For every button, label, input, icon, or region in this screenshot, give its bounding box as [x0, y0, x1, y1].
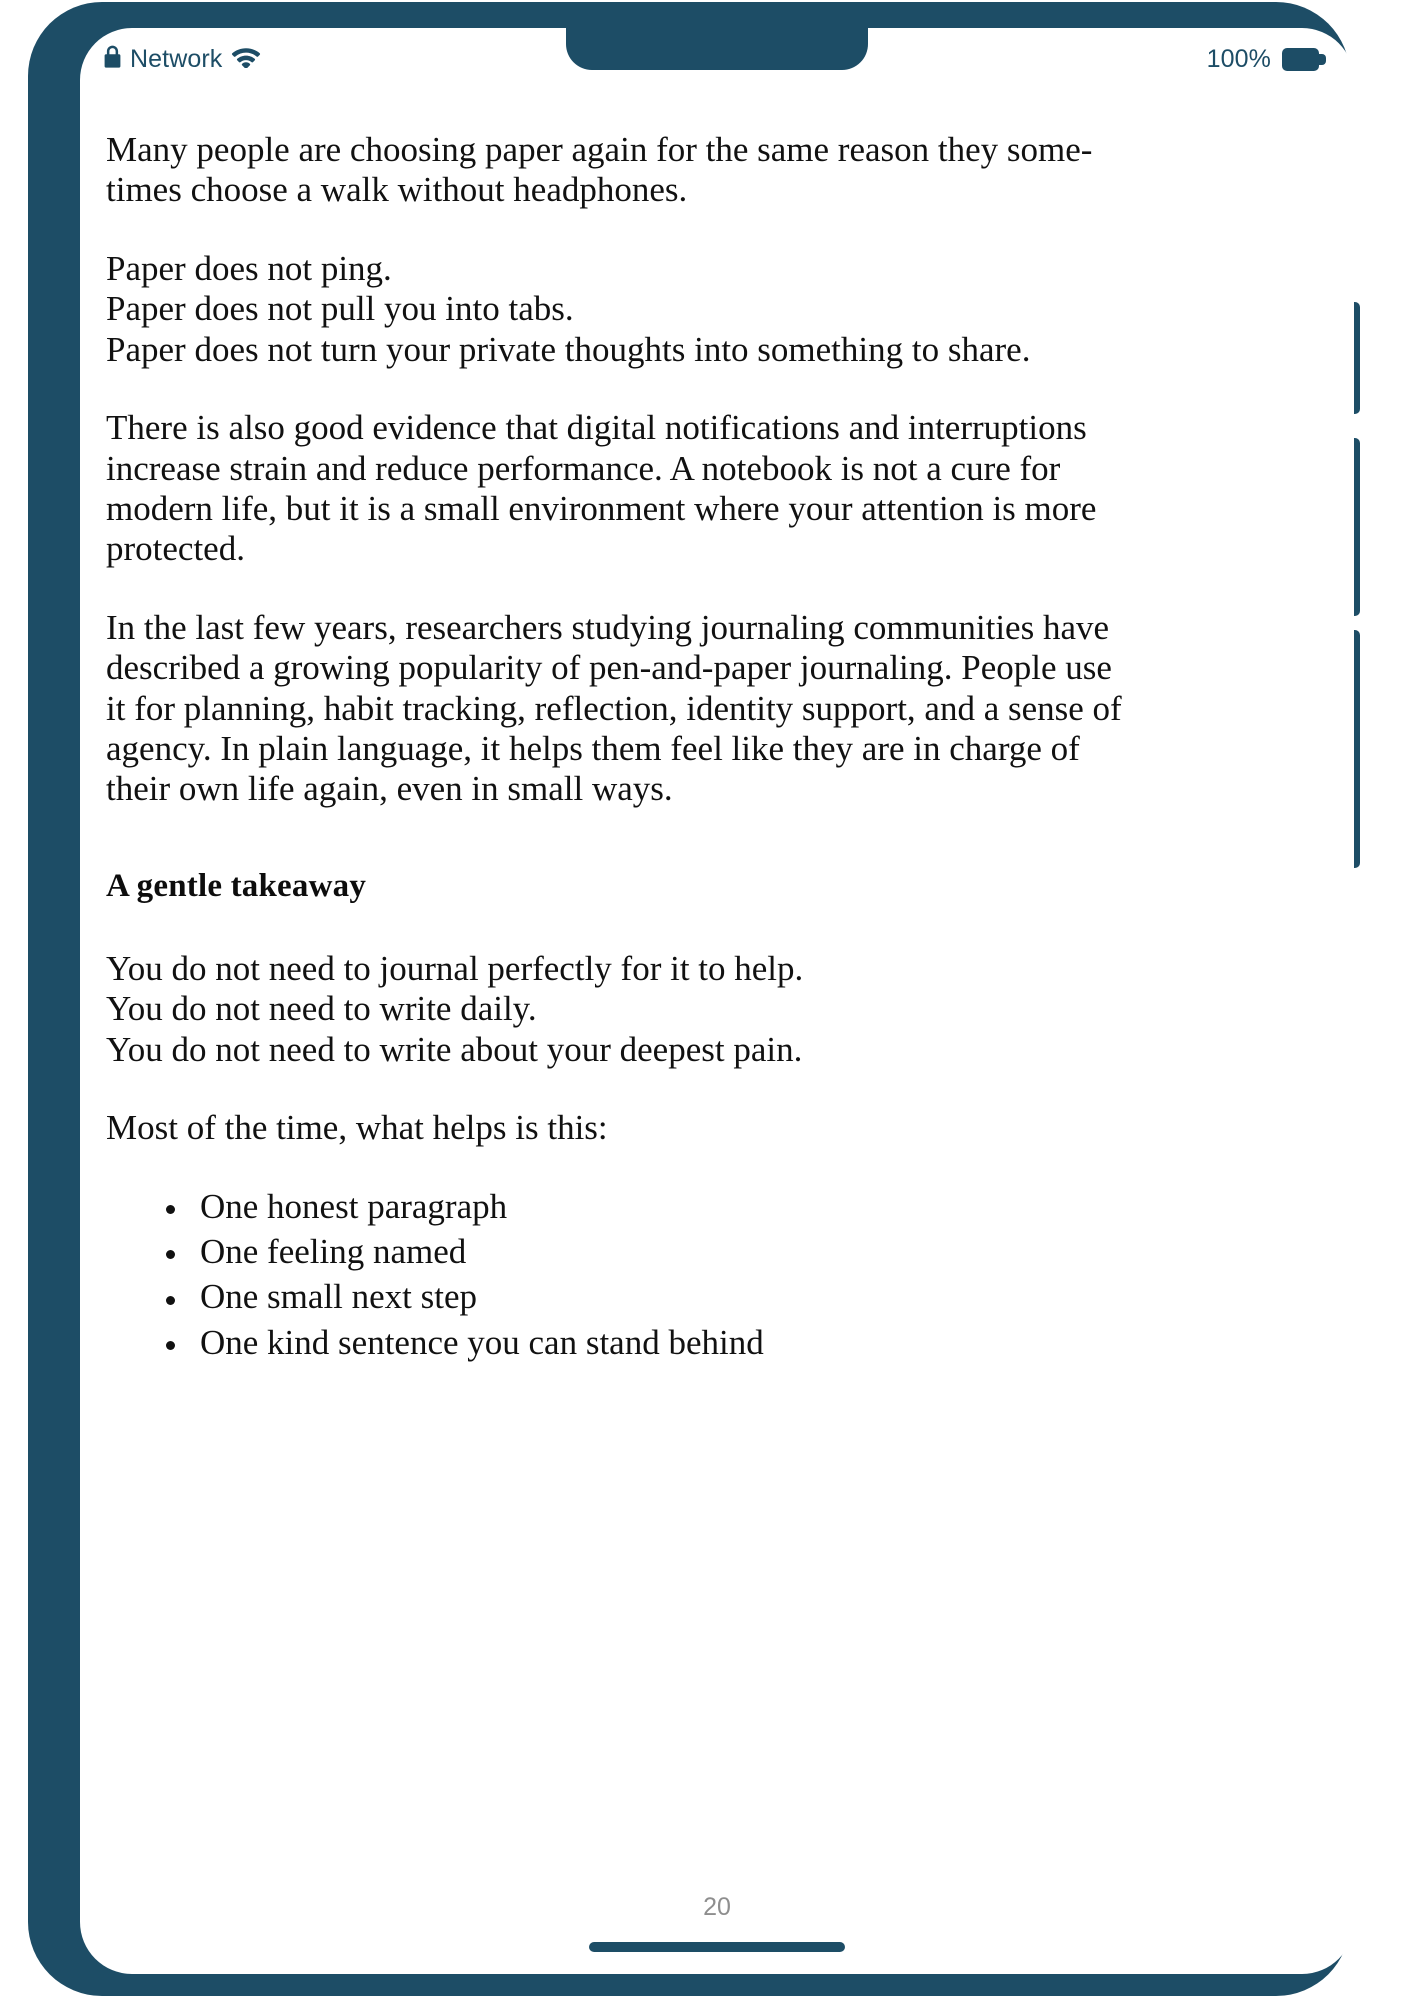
battery-full-icon: [1282, 48, 1326, 71]
list-item-label: One kind sentence you can stand behind: [200, 1322, 764, 1362]
paragraph-line: In the last few years, researchers studying journaling communities have: [106, 607, 1110, 647]
bullet-icon: [166, 1296, 175, 1305]
list-item-label: One feeling named: [200, 1232, 467, 1272]
paragraph-line: Paper does not ping.: [106, 248, 392, 288]
bullet-icon: [166, 1341, 175, 1350]
device-frame: [28, 2, 1350, 1996]
list-item: [166, 1232, 1296, 1272]
paragraph-line: increase strain and reduce performance. A notebook is not a cure for: [106, 448, 1061, 488]
document-page-content: [80, 86, 1354, 1866]
paragraph-line: times choose a walk without headphones.: [106, 170, 688, 210]
paragraph-line: Paper does not pull you into tabs.: [106, 289, 574, 329]
device-screen: [80, 28, 1354, 1974]
list-item-label: One small next step: [200, 1277, 478, 1317]
wifi-icon: [231, 45, 261, 73]
battery-percent-label: 100%: [1206, 44, 1271, 73]
paragraph-line: Most of the time, what helps is this:: [106, 1108, 608, 1148]
device-notch: [566, 28, 868, 70]
paragraph-line: You do not need to write about your deepest pain.: [106, 1029, 803, 1069]
page-footer: [80, 1854, 1354, 1974]
list-item: [166, 1323, 1296, 1363]
paragraph-researchers: [106, 608, 1296, 810]
paragraph-line: protected.: [106, 529, 245, 569]
paragraph-line: Paper does not turn your private thoughts into something to share.: [106, 329, 1031, 369]
list-item: [166, 1277, 1296, 1317]
paragraph-line: You do not need to write daily.: [106, 989, 537, 1029]
paragraph-you-do-not-need: [106, 949, 1296, 1070]
list-item: [166, 1187, 1296, 1227]
lock-icon: [104, 45, 121, 73]
bullet-icon: [166, 1205, 175, 1214]
paragraph-line: There is also good evidence that digital notifications and interruptions: [106, 408, 1087, 448]
paragraph-intro: [106, 130, 1296, 211]
paragraph-line: You do not need to journal perfectly for it to help.: [106, 948, 804, 988]
carrier-label: Network: [130, 44, 223, 73]
paragraph-line: modern life, but it is a small environment where your attention is more: [106, 488, 1097, 528]
takeaway-bullet-list: [106, 1187, 1296, 1364]
paragraph-line: it for planning, habit tracking, reflection, identity support, and a sense of: [106, 688, 1122, 728]
paragraph-paper-does-not: [106, 249, 1296, 370]
paragraph-line: agency. In plain language, it helps them feel like they are in charge of: [106, 729, 1080, 769]
bullet-icon: [166, 1250, 175, 1259]
paragraph-evidence: [106, 408, 1296, 570]
paragraph-line: their own life again, even in small ways.: [106, 769, 673, 809]
list-item-label: One honest paragraph: [200, 1186, 508, 1226]
page-number: 20: [703, 1893, 731, 1921]
paragraph-line: described a growing popularity of pen-and-paper journaling. People use: [106, 648, 1112, 688]
status-bar-left: [104, 41, 261, 73]
paragraph-most-of-the-time: [106, 1108, 1296, 1148]
paragraph-line: Many people are choosing paper again for the same reason they some-: [106, 130, 1093, 169]
status-bar-right: [1207, 43, 1326, 72]
section-heading: A gentle takeaway: [106, 867, 367, 904]
home-indicator[interactable]: [589, 1942, 845, 1952]
